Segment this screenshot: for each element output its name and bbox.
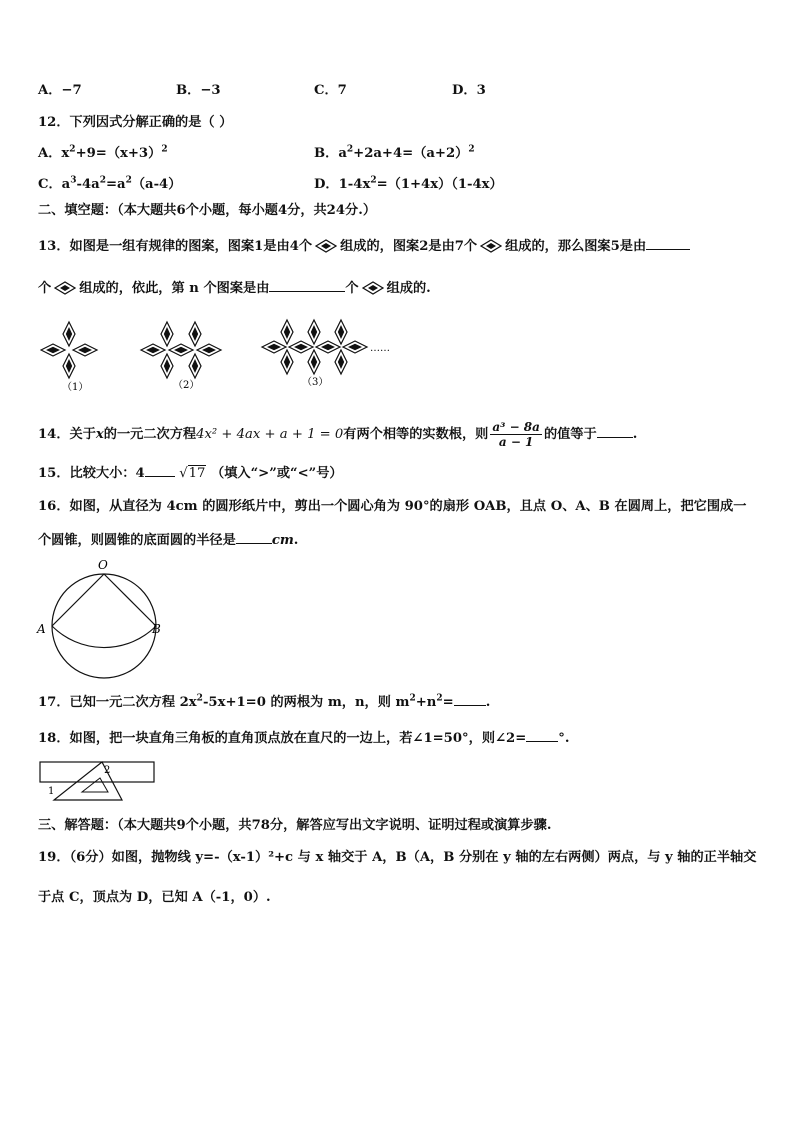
pattern-caption-1: （1）	[62, 382, 89, 393]
q12-stem: 12．下列因式分解正确的是（ ）	[38, 115, 233, 130]
q13-pattern-figure	[40, 318, 420, 396]
diamond-icon	[54, 281, 76, 295]
q12-option-d: D．$1-4x^2=(1+4x)(1-4x)$	[314, 175, 503, 192]
pattern-caption-3: （3）	[302, 377, 329, 388]
pattern-dots: ……	[370, 343, 390, 354]
q16-line-2: 个圆锥，则圆锥的底面圆的半径是 cm.	[38, 530, 298, 550]
q11-option-d: D．3	[452, 83, 486, 98]
q11-option-b: B．−3	[176, 83, 221, 98]
q13-blank-1[interactable]	[646, 236, 690, 250]
pattern-caption-2: （2）	[173, 380, 200, 391]
label-o: O	[98, 558, 108, 572]
q13-blank-2[interactable]	[269, 278, 345, 292]
pattern-3	[262, 320, 367, 374]
q16-blank[interactable]	[236, 530, 272, 544]
diamond-icon	[362, 281, 384, 295]
pattern-1	[41, 322, 97, 378]
q18-blank[interactable]	[526, 728, 558, 742]
q12-option-a: A．$x^2+9=(x+3)^2$	[38, 144, 168, 161]
q19-line-2: 于点 C，顶点为 D，已知 A（-1，0）.	[38, 890, 271, 905]
pattern-2	[141, 322, 221, 378]
diamond-icon	[315, 239, 337, 253]
diamond-icon	[480, 239, 502, 253]
q15-line: 15．比较大小：4 √17 （填入“>”或“<”号）	[38, 463, 343, 483]
q12-option-b: B．$a^2+2a+4=(a+2)^2$	[314, 144, 475, 161]
sqrt-17: √17	[179, 466, 206, 481]
q11-option-a: A．−7	[38, 83, 82, 98]
q18-ruler-triangle-figure	[36, 758, 160, 806]
q14-blank[interactable]	[597, 424, 633, 438]
q19-line-1: 19．（6分）如图，抛物线 y=-（x-1）²+c 与 x 轴交于 A，B（A，B 分别在 y 轴的左右两侧）两点，与 y 轴的正半轴交	[38, 850, 757, 865]
q16-line-1: 16．如图，从直径为 4cm 的圆形纸片中，剪出一个圆心角为 90°的扇形 OAB，且点 O、A、B 在圆周上，把它围成一	[38, 499, 747, 514]
q11-option-c: C．7	[314, 83, 347, 98]
q18-line: 18．如图，把一块直角三角板的直角顶点放在直尺的一边上，若∠1=50°，则∠2= °.	[38, 728, 569, 748]
q16-circle-sector-figure	[34, 556, 174, 682]
angle-2-label: 2	[104, 765, 111, 776]
section-2-heading: 二、填空题：（本大题共6个小题，每小题4分，共24分.）	[38, 203, 377, 218]
q13-line-1: 13．如图是一组有规律的图案，图案1是由4个 组成的，图案2是由7个 组成的，那么图案5是由	[38, 236, 690, 256]
label-a: A	[37, 622, 46, 636]
label-b: B	[152, 622, 161, 636]
section-3-heading: 三、解答题：（本大题共9个小题，共78分，解答应写出文字说明、证明过程或演算步骤.	[38, 818, 552, 833]
q17-line: 17．已知一元二次方程 $2x^2-5x+1=0$ 的两根为 m，n，则 $m^2+n^2=$ .	[38, 693, 491, 710]
q14-fraction: $\frac{\text{a³ − 8a}}{a - 1}$	[492, 420, 540, 449]
angle-1-label: 1	[48, 786, 55, 797]
q15-blank[interactable]	[145, 463, 175, 477]
q12-option-c: C．$a^3-4a^2=a^2(a-4)$	[38, 175, 182, 192]
q14-line: 14．关于x的一元二次方程4x² + 4ax + a + 1 = 0有两个相等的实数根，则 $\frac{\text{a³ − 8a}}{a - 1}$ 的值等于 .	[38, 420, 638, 449]
q17-blank[interactable]	[454, 692, 486, 706]
q13-line-2: 个 组成的，依此，第 n 个图案是由 个 组成的.	[38, 278, 431, 298]
